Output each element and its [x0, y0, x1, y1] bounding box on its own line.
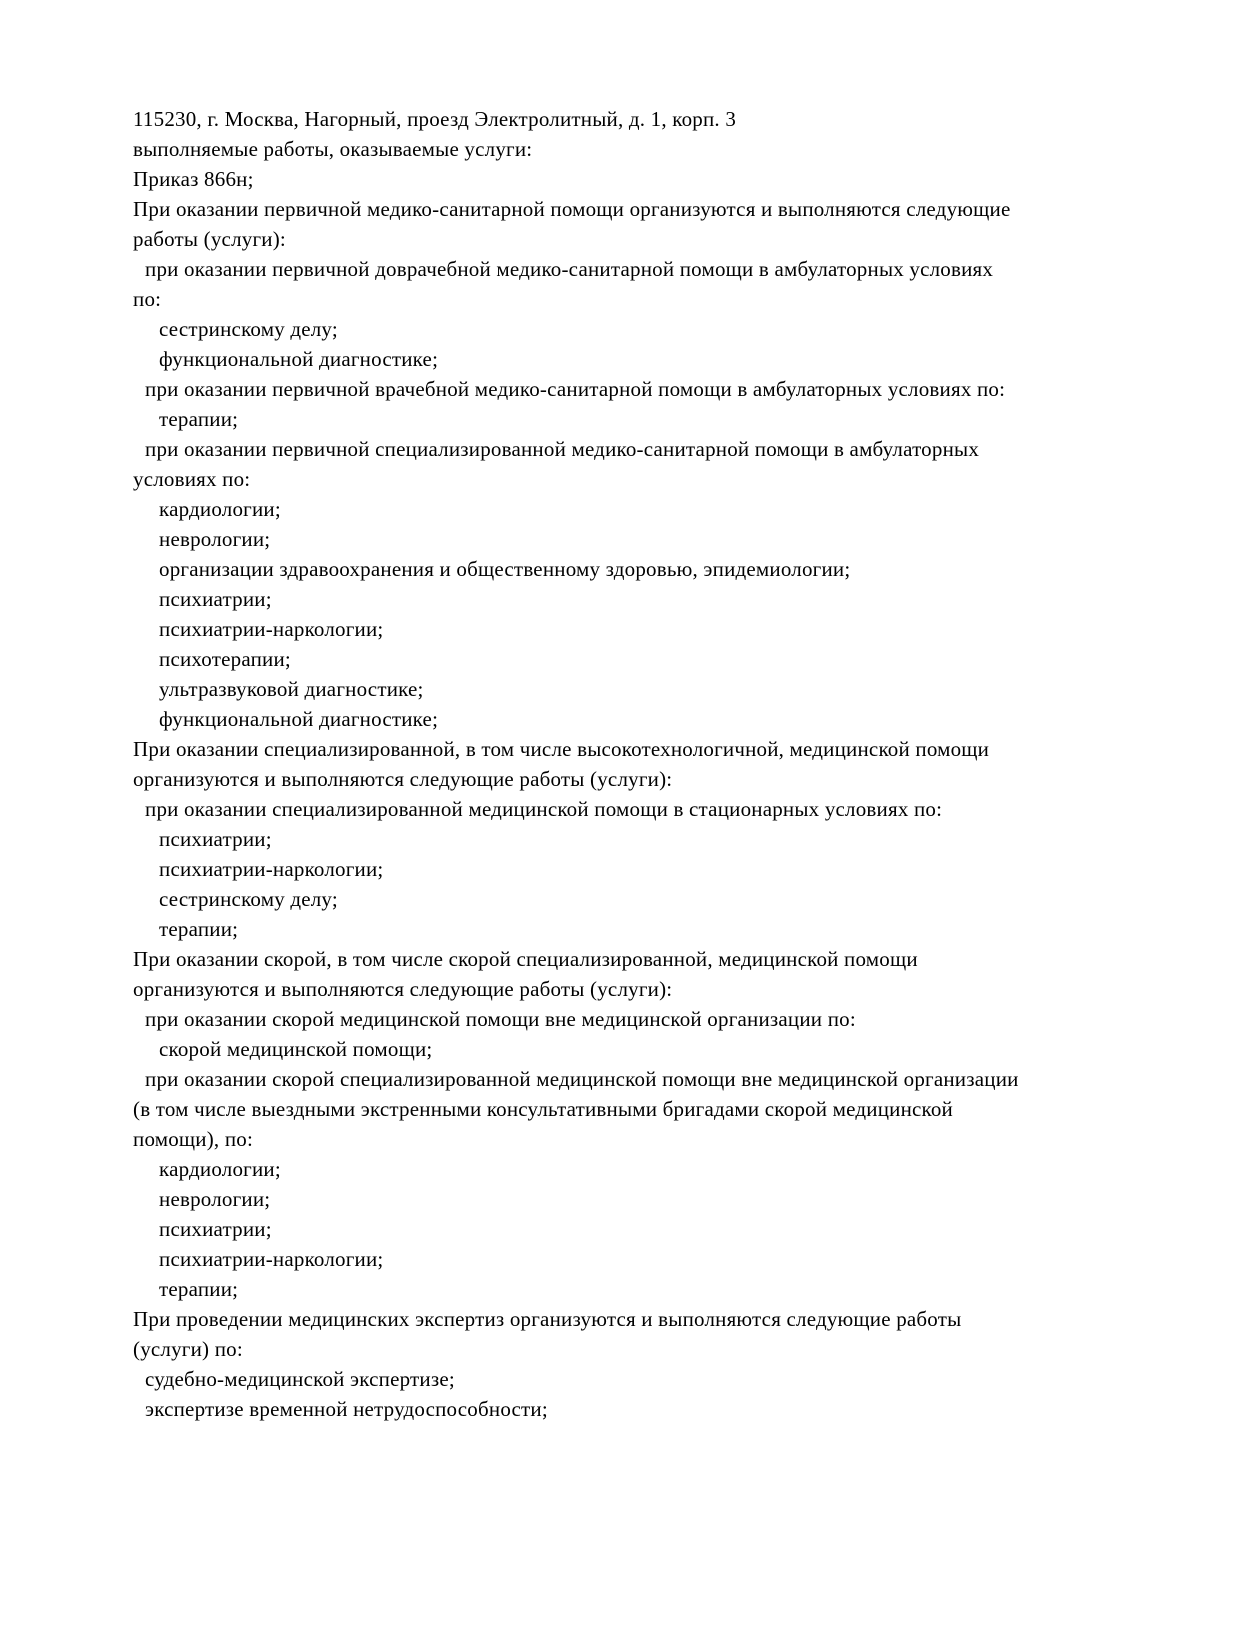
text-line: организуются и выполняются следующие работы (услуги): — [133, 977, 673, 1001]
text-line: психиатрии; — [159, 1217, 272, 1241]
text-line: организации здравоохранения и общественному здоровью, эпидемиологии; — [159, 557, 851, 581]
text-line: При оказании специализированной, в том числе высокотехнологичной, медицинской помощи — [133, 737, 990, 761]
document-body — [133, 104, 1208, 1424]
text-line: функциональной диагностике; — [159, 347, 439, 371]
text-line: выполняемые работы, оказываемые услуги: — [133, 137, 533, 161]
text-line: при оказании первичной доврачебной медико-санитарной помощи в амбулаторных условиях — [145, 257, 994, 281]
text-line: при оказании первичной специализированной медико-санитарной помощи в амбулаторных — [145, 437, 980, 461]
text-line: кардиологии; — [159, 497, 281, 521]
text-line: организуются и выполняются следующие работы (услуги): — [133, 767, 673, 791]
text-line: при оказании специализированной медицинской помощи в стационарных условиях по: — [145, 797, 943, 821]
text-line: терапии; — [159, 917, 239, 941]
text-line: 115230, г. Москва, Нагорный, проезд Электролитный, д. 1, корп. 3 — [133, 107, 737, 131]
text-line: условиях по: — [133, 467, 251, 491]
text-line: судебно-медицинской экспертизе; — [145, 1367, 455, 1391]
text-line: психиатрии; — [159, 827, 272, 851]
text-line: терапии; — [159, 1277, 239, 1301]
text-line: сестринскому делу; — [159, 317, 338, 341]
text-line: по: — [133, 287, 162, 311]
text-line: экспертизе временной нетрудоспособности; — [145, 1397, 548, 1421]
text-line: психиатрии-наркологии; — [159, 617, 384, 641]
text-line: При проведении медицинских экспертиз организуются и выполняются следующие работы — [133, 1307, 962, 1331]
text-line: ультразвуковой диагностике; — [159, 677, 424, 701]
text-line: при оказании первичной врачебной медико-санитарной помощи в амбулаторных условиях по: — [145, 377, 1006, 401]
text-line: Приказ 866н; — [133, 167, 254, 191]
text-line: неврологии; — [159, 527, 271, 551]
text-line: При оказании первичной медико-санитарной помощи организуются и выполняются следующие — [133, 197, 1011, 221]
text-line: кардиологии; — [159, 1157, 281, 1181]
text-line: (в том числе выездными экстренными консультативными бригадами скорой медицинской — [133, 1097, 953, 1121]
text-line: функциональной диагностике; — [159, 707, 439, 731]
text-line: терапии; — [159, 407, 239, 431]
text-line: скорой медицинской помощи; — [159, 1037, 433, 1061]
text-line: работы (услуги): — [133, 227, 286, 251]
text-line: психотерапии; — [159, 647, 291, 671]
text-line: при оказании скорой специализированной медицинской помощи вне медицинской организации — [145, 1067, 1019, 1091]
text-line: помощи), по: — [133, 1127, 254, 1151]
text-line: сестринскому делу; — [159, 887, 338, 911]
text-line: психиатрии-наркологии; — [159, 1247, 384, 1271]
text-line: (услуги) по: — [133, 1337, 243, 1361]
text-line: при оказании скорой медицинской помощи вне медицинской организации по: — [145, 1007, 856, 1031]
text-line: психиатрии-наркологии; — [159, 857, 384, 881]
text-line: неврологии; — [159, 1187, 271, 1211]
text-line: При оказании скорой, в том числе скорой специализированной, медицинской помощи — [133, 947, 918, 971]
text-line: психиатрии; — [159, 587, 272, 611]
